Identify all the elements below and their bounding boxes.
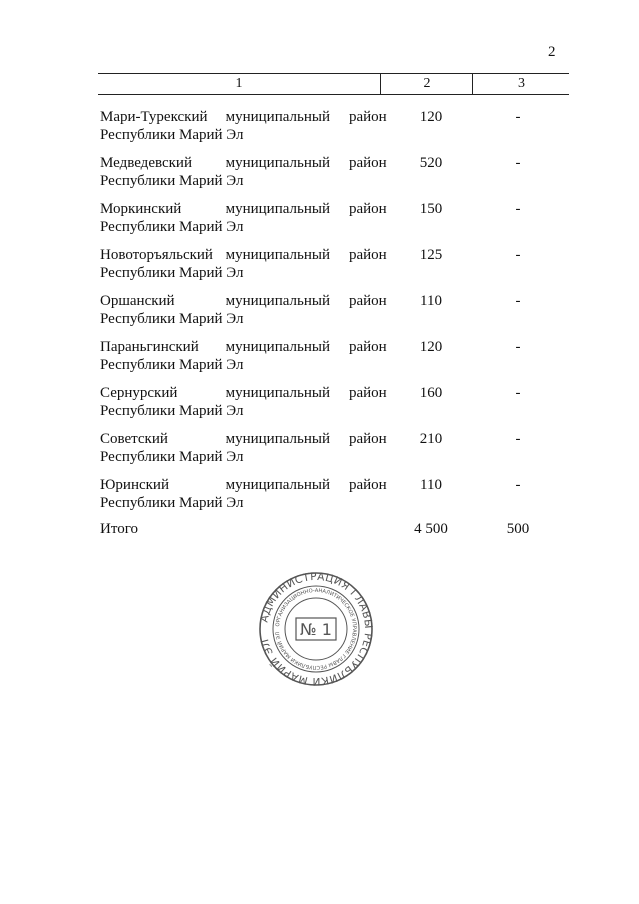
row-value-col3: - <box>515 109 521 125</box>
row-word: муниципальный <box>225 109 330 125</box>
row-district: район <box>349 155 387 171</box>
row-region: Республики Марий Эл <box>100 495 244 511</box>
table-row <box>100 154 570 194</box>
row-district: район <box>349 431 387 447</box>
row-region: Республики Марий Эл <box>100 127 244 143</box>
row-value-col3: - <box>515 339 521 355</box>
row-name: Мари-Турекский <box>100 109 208 125</box>
total-value-col3: 500 <box>506 521 530 537</box>
row-value-col3: - <box>515 477 521 493</box>
row-region: Республики Марий Эл <box>100 173 244 189</box>
row-word: муниципальный <box>225 431 330 447</box>
row-word: муниципальный <box>225 155 330 171</box>
row-value-col2: 150 <box>419 201 443 217</box>
seal-outer-text: АДМИНИСТРАЦИЯ ГЛАВЫ РЕСПУБЛИКИ МАРИЙ ЭЛ <box>258 571 374 687</box>
row-region: Республики Марий Эл <box>100 219 244 235</box>
row-value-col3: - <box>515 247 521 263</box>
seal-center-text: № 1 <box>300 620 332 639</box>
row-word: муниципальный <box>225 293 330 309</box>
row-value-col3: - <box>515 431 521 447</box>
row-value-col2: 110 <box>420 477 442 493</box>
header-col-1: 1 <box>235 76 243 91</box>
row-district: район <box>349 201 387 217</box>
row-district: район <box>349 293 387 309</box>
row-value-col2: 125 <box>419 247 443 263</box>
row-word: муниципальный <box>225 247 330 263</box>
row-name: Сернурский <box>100 385 178 401</box>
table-row <box>100 384 570 424</box>
page-number: 2 <box>548 44 556 60</box>
row-value-col2: 110 <box>420 293 442 309</box>
row-name: Советский <box>100 431 168 447</box>
table-row <box>100 338 570 378</box>
row-word: муниципальный <box>225 339 330 355</box>
row-region: Республики Марий Эл <box>100 357 244 373</box>
table-header <box>98 73 569 95</box>
row-district: район <box>349 339 387 355</box>
table-row <box>100 476 570 516</box>
total-value-col2: 4 500 <box>414 521 448 537</box>
row-word: муниципальный <box>225 477 330 493</box>
seal-inner-text: ОРГАНИЗАЦИОННО-АНАЛИТИЧЕСКОЕ УПРАВЛЕНИЕ ГЛАВЫ РЕСПУБЛИКИ МАРИЙ ЭЛ <box>275 587 358 671</box>
row-district: район <box>349 247 387 263</box>
table-row <box>100 108 570 148</box>
row-name: Медведевский <box>100 155 192 171</box>
table-row <box>100 200 570 240</box>
row-name: Юринский <box>100 477 169 493</box>
total-label: Итого <box>100 521 138 537</box>
row-value-col2: 520 <box>419 155 443 171</box>
row-value-col2: 160 <box>419 385 443 401</box>
row-value-col3: - <box>515 155 521 171</box>
row-name: Оршанский <box>100 293 175 309</box>
table-row <box>100 292 570 332</box>
row-name: Параньгинский <box>100 339 199 355</box>
row-name: Новоторъяльский <box>100 247 213 263</box>
row-region: Республики Марий Эл <box>100 449 244 465</box>
row-value-col2: 210 <box>419 431 443 447</box>
table-row <box>100 430 570 470</box>
row-region: Республики Марий Эл <box>100 311 244 327</box>
official-seal <box>258 571 374 687</box>
row-region: Республики Марий Эл <box>100 265 244 281</box>
row-value-col2: 120 <box>419 339 443 355</box>
row-district: район <box>349 477 387 493</box>
row-district: район <box>349 109 387 125</box>
row-word: муниципальный <box>225 385 330 401</box>
row-value-col3: - <box>515 293 521 309</box>
header-col-3: 3 <box>472 74 570 94</box>
row-region: Республики Марий Эл <box>100 403 244 419</box>
header-col-2: 2 <box>380 74 473 94</box>
table-row <box>100 246 570 286</box>
row-value-col2: 120 <box>419 109 443 125</box>
row-word: муниципальный <box>225 201 330 217</box>
row-district: район <box>349 385 387 401</box>
row-name: Моркинский <box>100 201 182 217</box>
row-value-col3: - <box>515 201 521 217</box>
row-value-col3: - <box>515 385 521 401</box>
